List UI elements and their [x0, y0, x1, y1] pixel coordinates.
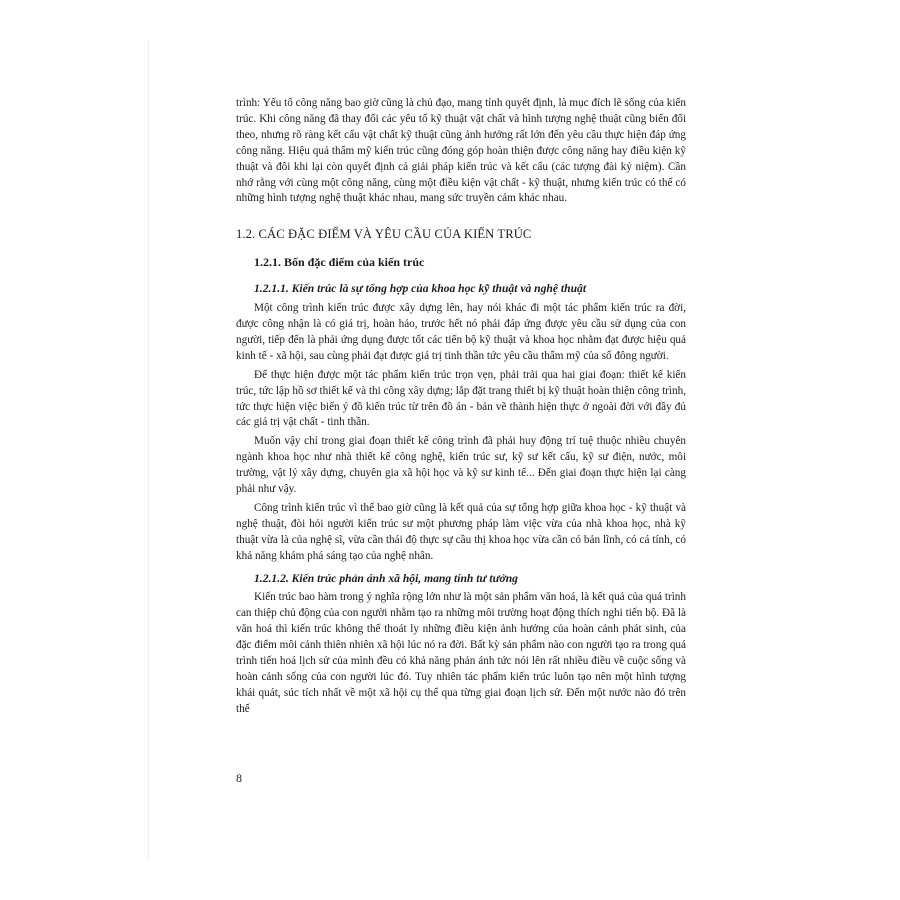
body-paragraph: Công trình kiến trúc vì thế bao giờ cũng là kết quả của sự tổng hợp giữa khoa học - kỹ thuật và nghệ thuật, đòi hỏi người kiến trúc sư một phương pháp làm việc vừa của nhà khoa học, nhà kỹ thuật vừa là của nghệ sĩ, vừa cần thái độ thực sự cầu thị khoa học vừa cần có bản lĩnh, có cá tính, có khả năng khám phá sáng tạo của nghệ nhân. — [236, 501, 686, 562]
body-paragraph: Kiến trúc bao hàm trong ý nghĩa rộng lớn như là một sản phẩm văn hoá, là kết quả của quá trình can thiệp chủ động của con người nhằm tạo ra những môi trường hoạt động thích nghi tiến bộ. Đã là văn hoá thì kiến trúc không thể thoát ly những điều kiện ảnh hưởng của hoàn cảnh phát sinh, của đặc điểm môi cảnh thiên nhiên xã hội lúc nó ra đời. Bất kỳ sản phẩm nào con người tạo ra trong quá trình tiến hoá lịch sử của mình đều có khả năng phản ánh tức nói lên rất nhiều điều về cuộc sống và hoàn cảnh sống của con người lúc đó. Tuy nhiên tác phẩm kiến trúc luôn tạo nên một hình tượng khái quát, súc tích nhất về một xã hội cụ thể qua từng giai đoạn lịch sử. Đến một nước nào đó trên thế — [236, 591, 686, 715]
intro-paragraph: trình: Yếu tố công năng bao giờ cũng là chủ đạo, mang tính quyết định, là mục đích lẽ sống của kiến trúc. Khi công năng đã thay đổi các yếu tố kỹ thuật vật chất và hình tượng nghệ thuật cũng biến đổi theo, nhưng rõ ràng kết cấu vật chất kỹ thuật cũng ảnh hưởng rất lớn đến yêu cầu thực hiện đáp ứng công năng. Hiệu quả thẩm mỹ kiến trúc cũng đóng góp hoàn thiện được công năng hay điều kiện kỹ thuật và đôi khi lại còn quyết định cả giải pháp kiến trúc và kết cấu (các tượng đài kỷ niệm). Cần nhớ rằng với cùng một công năng, cùng một điều kiện vật chất - kỹ thuật, nhưng kiến trúc có thể có những hình tượng nghệ thuật khác nhau, mang sức truyền cảm khác nhau. — [236, 97, 686, 205]
page-edge-shadow — [148, 40, 149, 860]
body-paragraph: Một công trình kiến trúc được xây dựng lên, hay nói khác đi một tác phẩm kiến trúc ra đời, được công nhận là có giá trị, hoàn hảo, trước hết nó phải đáp ứng được yêu cầu sử dụng của con người, tiếp đến là phải ứng dụng được tốt các tiến bộ kỹ thuật và khoa học nhằm đạt được hiệu quả kinh tế - xã hội, sau cùng phải đạt được giá trị tinh thần tức yêu cầu thẩm mỹ của số đông người. — [236, 302, 686, 362]
subsection-heading: 1.2.1. Bốn đặc điểm của kiến trúc — [254, 255, 425, 270]
section-heading: 1.2. CÁC ĐẶC ĐIỂM VÀ YÊU CẦU CỦA KIẾN TRÚC — [236, 227, 532, 242]
page-content — [236, 96, 686, 718]
sub-subsection-heading-1: 1.2.1.1. Kiến trúc là sự tổng hợp của khoa học kỹ thuật và nghệ thuật — [254, 282, 587, 296]
page-number: 8 — [236, 771, 242, 785]
body-paragraph: Muốn vậy chỉ trong giai đoạn thiết kế công trình đã phải huy động trí tuệ thuộc nhiều chuyên ngành khoa học như nhà thiết kế công nghệ, kiến trúc sư, kỹ sư kết cấu, kỹ sư điện, nước, môi trường, vật lý xây dựng, chuyên gia xã hội học và kỹ sư kinh tế... Đến giai đoạn thực hiện lại càng phải như vậy. — [236, 435, 686, 496]
sub-subsection-heading-2: 1.2.1.2. Kiến trúc phản ánh xã hội, mang tính tư tưởng — [254, 571, 518, 585]
body-paragraph: Để thực hiện được một tác phẩm kiến trúc trọn vẹn, phải trải qua hai giai đoạn: thiết kế kiến trúc, tức lập hồ sơ thiết kế và thi công xây dựng; lắp đặt trang thiết bị kỹ thuật hoàn thiện công trình, tức thực hiện việc biến ý đồ kiến trúc từ trên đồ án - bản vẽ thành hiện thực ở ngoài đời với đầy đủ các giá trị vật chất - tinh thần. — [236, 368, 686, 429]
